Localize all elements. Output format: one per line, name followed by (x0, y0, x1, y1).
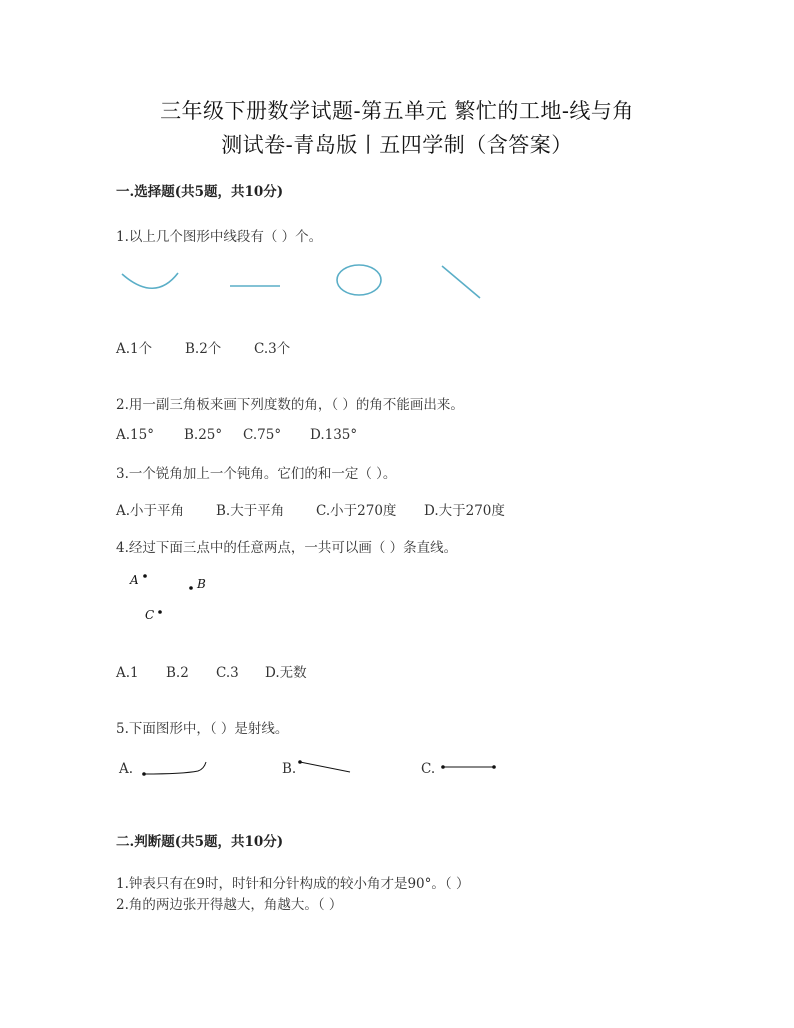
page-title-line1: 三年级下册数学试题-第五单元 繁忙的工地-线与角 (160, 99, 634, 123)
q3-option-b[interactable]: B.大于平角 (216, 503, 285, 519)
point-a-dot (143, 574, 147, 578)
point-b-label: B (197, 577, 206, 591)
q1-option-c[interactable]: C.3个 (254, 341, 291, 357)
point-c-dot (158, 610, 162, 614)
question-4-text: 4.经过下面三点中的任意两点，一共可以画（ ）条直线。 (116, 540, 458, 556)
q2-options (116, 427, 357, 443)
judgement-2-text: 2.角的两边张开得越大，角越大。（ ） (116, 897, 343, 913)
point-c-label: C (145, 608, 155, 622)
q3-option-a[interactable]: A.小于平角 (116, 503, 185, 519)
question-2-text: 2.用一副三角板来画下列度数的角，（ ）的角不能画出来。 (116, 397, 464, 413)
q4-option-b[interactable]: B.2 (166, 665, 189, 681)
q2-option-b[interactable]: B.25° (184, 427, 223, 443)
q5-figure-a-label[interactable]: A. (119, 761, 134, 777)
question-5-text: 5.下面图形中，（ ）是射线。 (116, 721, 289, 737)
q4-options (116, 661, 307, 681)
q5-c-endpoint-right (492, 765, 496, 769)
q4-option-d[interactable]: D.无数 (265, 665, 307, 681)
q3-option-c[interactable]: C.小于270度 (316, 503, 397, 519)
question-1-text: 1.以上几个图形中线段有（ ）个。 (116, 229, 323, 245)
q1-options (116, 337, 290, 357)
judgement-1-text: 1.钟表只有在9时，时针和分针构成的较小角才是90°。（ ） (116, 876, 470, 892)
q5-figures (138, 755, 508, 785)
q5-a-curve (144, 762, 206, 774)
q4-points-figure (125, 568, 235, 628)
q2-option-c[interactable]: C.75° (243, 427, 282, 443)
question-3-text: 3.一个锐角加上一个钝角。它们的和一定（ ）。 (116, 466, 397, 482)
q4-option-a[interactable]: A.1 (116, 665, 139, 681)
q1-figures (110, 258, 510, 308)
q3-option-d[interactable]: D.大于270度 (424, 503, 505, 519)
q2-option-a[interactable]: A.15° (116, 427, 154, 443)
page-title-line2: 测试卷-青岛版丨五四学制（含答案） (221, 133, 573, 157)
q5-b-ray (300, 762, 350, 772)
q1-option-a[interactable]: A.1个 (116, 341, 153, 357)
point-b-dot (189, 586, 193, 590)
q3-options (116, 499, 505, 519)
q1-option-b[interactable]: B.2个 (185, 341, 222, 357)
q1-figure-curve (122, 273, 178, 288)
section-heading-judgement: 二.判断题(共5题，共10分) (116, 834, 284, 850)
section-heading-choice: 一.选择题(共5题，共10分) (116, 184, 284, 200)
q5-figure-c-label[interactable]: C. (421, 761, 436, 777)
point-a-label: A (130, 573, 139, 587)
q4-option-c[interactable]: C.3 (216, 665, 239, 681)
q2-option-d[interactable]: D.135° (310, 427, 358, 443)
q1-figure-ellipse (337, 265, 381, 295)
q5-figure-b-label[interactable]: B. (282, 761, 297, 777)
q1-figure-diagonal-segment (442, 266, 480, 298)
